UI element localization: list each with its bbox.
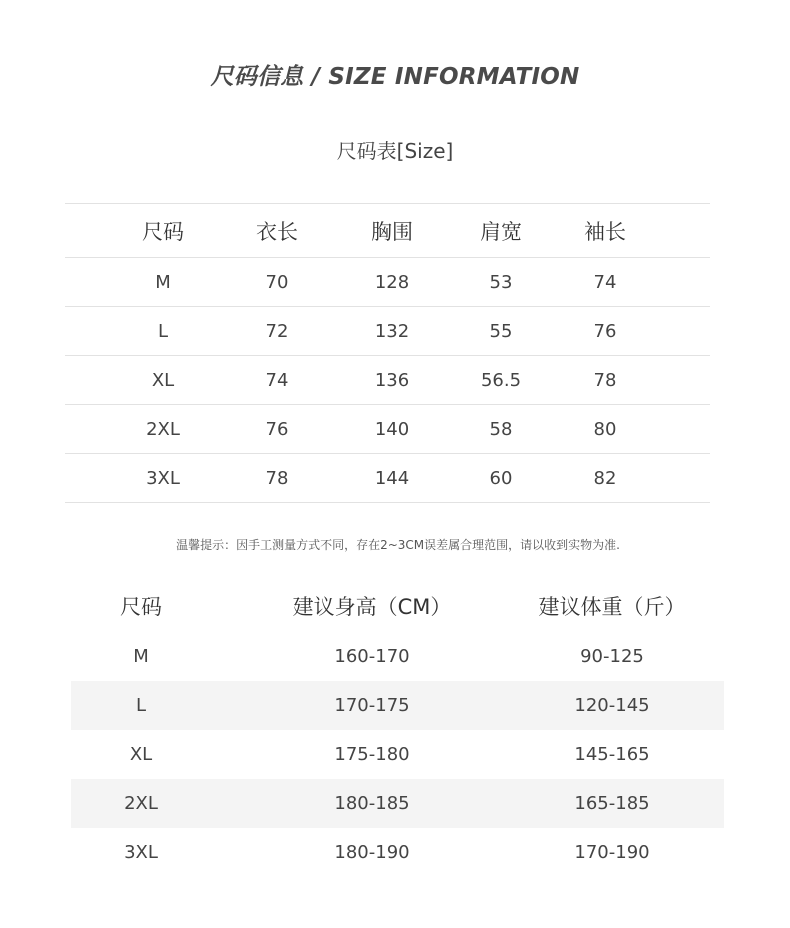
table-cell: 76 — [265, 418, 289, 440]
table-cell: 140 — [374, 418, 410, 440]
table-cell: 3XL — [146, 467, 180, 489]
table-cell: 132 — [374, 320, 410, 342]
table-cell: 55 — [489, 320, 513, 342]
header-chest: 胸围 — [371, 219, 413, 244]
table-cell: 170-175 — [334, 695, 410, 716]
header-height: 建议身高（CM） — [292, 595, 452, 619]
size-table — [65, 203, 710, 503]
table-cell: L — [135, 695, 147, 716]
table-cell: 160-170 — [334, 646, 410, 667]
table-cell: 78 — [593, 369, 617, 391]
header-size: 尺码 — [120, 595, 162, 619]
table-cell: 70 — [265, 271, 289, 293]
table-cell: XL — [151, 369, 175, 391]
table-cell: 2XL — [124, 793, 158, 814]
table-cell: 3XL — [124, 842, 158, 863]
size-table-title: 尺码表[Size] — [336, 139, 454, 163]
table-cell: L — [157, 320, 169, 342]
table-cell: 136 — [374, 369, 410, 391]
table-cell: M — [133, 646, 149, 667]
table-cell: 60 — [489, 467, 513, 489]
header-length: 衣长 — [256, 219, 298, 244]
table-row — [71, 730, 724, 779]
table-cell: 72 — [265, 320, 289, 342]
header-shoulder: 肩宽 — [480, 219, 522, 244]
table-row — [71, 779, 724, 828]
table-cell: 2XL — [146, 418, 180, 440]
table-cell: 78 — [265, 467, 289, 489]
table-cell: 82 — [593, 467, 617, 489]
table-row — [71, 828, 724, 877]
table-cell: XL — [129, 744, 153, 765]
table-cell: 74 — [593, 271, 617, 293]
table-cell: 90-125 — [580, 646, 644, 667]
table-cell: 80 — [593, 418, 617, 440]
recommendation-header-row — [71, 580, 724, 632]
header-sleeve: 袖长 — [584, 219, 626, 244]
table-cell: 58 — [489, 418, 513, 440]
table-cell: 175-180 — [334, 744, 410, 765]
table-row — [71, 681, 724, 730]
table-row — [65, 454, 710, 503]
size-table-header-row — [65, 204, 710, 258]
measurement-note: 温馨提示：因手工测量方式不同，存在2~3CM误差属合理范围，请以收到实物为准. — [176, 538, 620, 552]
table-cell: M — [155, 271, 171, 293]
recommendation-table — [71, 580, 724, 877]
table-cell: 74 — [265, 369, 289, 391]
table-cell: 165-185 — [574, 793, 650, 814]
table-row — [65, 258, 710, 307]
table-row — [71, 632, 724, 681]
page-title: 尺码信息 / SIZE INFORMATION — [210, 64, 580, 90]
header-weight: 建议体重（斤） — [538, 595, 686, 619]
table-cell: 180-185 — [334, 793, 410, 814]
table-cell: 145-165 — [574, 744, 650, 765]
header-size: 尺码 — [142, 219, 184, 244]
table-cell: 128 — [374, 271, 410, 293]
table-cell: 76 — [593, 320, 617, 342]
table-cell: 56.5 — [480, 369, 522, 391]
table-row — [65, 405, 710, 454]
table-cell: 144 — [374, 467, 410, 489]
table-row — [65, 307, 710, 356]
table-row — [65, 356, 710, 405]
table-cell: 53 — [489, 271, 513, 293]
table-cell: 120-145 — [574, 695, 650, 716]
table-cell: 170-190 — [574, 842, 650, 863]
table-cell: 180-190 — [334, 842, 410, 863]
